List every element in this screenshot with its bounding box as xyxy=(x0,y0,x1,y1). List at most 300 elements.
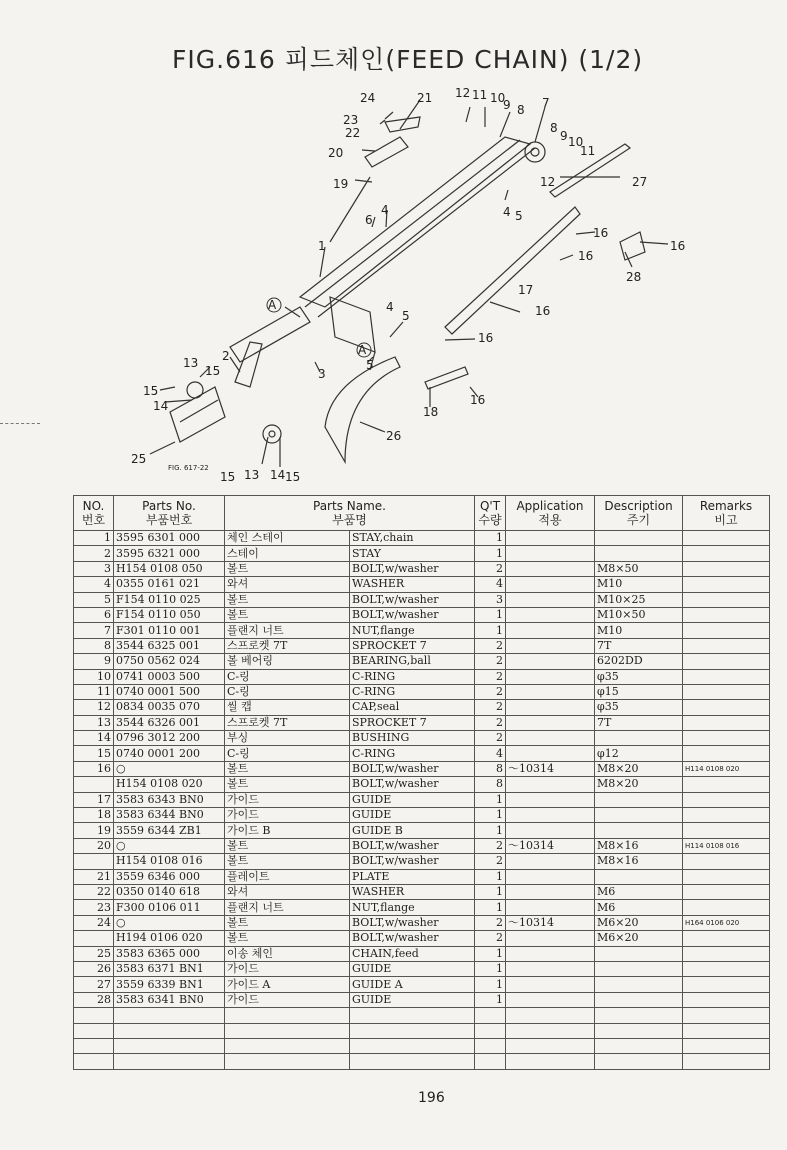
cell-kname xyxy=(225,1008,350,1023)
table-row xyxy=(74,946,770,961)
cell-code: H194 0106 020 xyxy=(114,931,225,946)
cell-rem xyxy=(683,777,770,792)
cell-kname: 스프로켓 7T xyxy=(225,638,350,653)
cell-rem xyxy=(683,884,770,899)
table-row xyxy=(74,731,770,746)
cell-kname: 볼트 xyxy=(225,561,350,576)
cell-qty: 1 xyxy=(475,623,506,638)
cell-ename: GUIDE A xyxy=(350,977,475,992)
cell-ename: CAP,seal xyxy=(350,700,475,715)
table-row xyxy=(74,638,770,653)
table-row xyxy=(74,854,770,869)
cell-no xyxy=(74,1008,114,1023)
cell-ename: C-RING xyxy=(350,684,475,699)
callout: 12 xyxy=(455,86,471,100)
cell-desc: φ15 xyxy=(595,684,683,699)
callout: 6 xyxy=(365,213,373,227)
cell-qty xyxy=(475,1023,506,1038)
table-row xyxy=(74,746,770,761)
table-row xyxy=(74,869,770,884)
cell-app xyxy=(506,1054,595,1069)
callout: 4 xyxy=(386,300,394,314)
callout: 8 xyxy=(550,121,558,135)
cell-qty: 2 xyxy=(475,561,506,576)
callout: 16 xyxy=(670,239,686,253)
table-row xyxy=(74,561,770,576)
cell-no xyxy=(74,931,114,946)
cell-desc: M6 xyxy=(595,900,683,915)
cell-qty: 1 xyxy=(475,900,506,915)
cell-no: 13 xyxy=(74,715,114,730)
cell-code: 0834 0035 070 xyxy=(114,700,225,715)
table-row xyxy=(74,777,770,792)
cell-no: 25 xyxy=(74,946,114,961)
cell-kname: 가이드 xyxy=(225,992,350,1007)
cell-desc xyxy=(595,1008,683,1023)
cell-app xyxy=(506,946,595,961)
cell-ename: STAY xyxy=(350,546,475,561)
table-row xyxy=(74,1008,770,1023)
table-row xyxy=(74,546,770,561)
cell-kname xyxy=(225,1054,350,1069)
cell-rem xyxy=(683,638,770,653)
cell-kname: 볼트 xyxy=(225,838,350,853)
table-row xyxy=(74,715,770,730)
table-row xyxy=(74,1038,770,1053)
cell-kname: 볼 베어링 xyxy=(225,654,350,669)
cell-code: 3583 6344 BN0 xyxy=(114,808,225,823)
cell-no: 3 xyxy=(74,561,114,576)
cell-desc: M6×20 xyxy=(595,915,683,930)
cell-desc xyxy=(595,1054,683,1069)
cell-rem xyxy=(683,854,770,869)
table-row xyxy=(74,931,770,946)
cell-ename: NUT,flange xyxy=(350,623,475,638)
callout: 5 xyxy=(402,309,410,323)
cell-ename: PLATE xyxy=(350,869,475,884)
table-row xyxy=(74,900,770,915)
cell-ename: SPROCKET 7 xyxy=(350,638,475,653)
cell-no: 8 xyxy=(74,638,114,653)
page-number: 196 xyxy=(418,1090,445,1106)
cell-ename xyxy=(350,1038,475,1053)
cell-code: F301 0110 001 xyxy=(114,623,225,638)
page-title: FIG.616 피드체인(FEED CHAIN) (1/2) xyxy=(172,45,644,74)
callout: 20 xyxy=(328,146,344,160)
cell-no: 10 xyxy=(74,669,114,684)
cell-app xyxy=(506,823,595,838)
cell-qty: 2 xyxy=(475,731,506,746)
cell-desc: M10×50 xyxy=(595,607,683,622)
cell-no xyxy=(74,1038,114,1053)
cell-qty: 2 xyxy=(475,684,506,699)
cell-ename: BOLT,w/washer xyxy=(350,777,475,792)
cell-app xyxy=(506,977,595,992)
cell-rem xyxy=(683,946,770,961)
callout-circle-a: A xyxy=(358,343,367,357)
cell-kname: C-링 xyxy=(225,746,350,761)
cell-no: 24 xyxy=(74,915,114,930)
callout: 22 xyxy=(345,126,361,140)
cell-ename xyxy=(350,1008,475,1023)
cell-qty: 2 xyxy=(475,931,506,946)
callout: 3 xyxy=(318,367,326,381)
cell-ename xyxy=(350,1023,475,1038)
cell-no: 2 xyxy=(74,546,114,561)
cell-qty: 2 xyxy=(475,854,506,869)
cell-no: 11 xyxy=(74,684,114,699)
cell-rem xyxy=(683,577,770,592)
cell-qty: 1 xyxy=(475,531,506,546)
cell-rem: H114 0108 020 xyxy=(683,761,770,776)
cell-code: F154 0110 050 xyxy=(114,607,225,622)
cell-no: 26 xyxy=(74,961,114,976)
callout-circle-a: A xyxy=(268,298,277,312)
cell-code: 3559 6344 ZB1 xyxy=(114,823,225,838)
cell-kname: 플랜지 너트 xyxy=(225,623,350,638)
cell-app xyxy=(506,1008,595,1023)
cell-desc: M10×25 xyxy=(595,592,683,607)
cell-app xyxy=(506,684,595,699)
cell-app xyxy=(506,992,595,1007)
cell-rem xyxy=(683,1008,770,1023)
cell-rem xyxy=(683,607,770,622)
cell-app xyxy=(506,931,595,946)
exploded-parts-diagram xyxy=(0,82,787,502)
callout: 16 xyxy=(478,331,494,345)
table-row xyxy=(74,823,770,838)
callout: 5 xyxy=(366,358,374,372)
cell-code: F300 0106 011 xyxy=(114,900,225,915)
cell-rem xyxy=(683,731,770,746)
cell-app xyxy=(506,561,595,576)
cell-code: 0740 0001 500 xyxy=(114,684,225,699)
callout: 9 xyxy=(560,129,568,143)
callout: 1 xyxy=(318,239,326,253)
cell-qty: 1 xyxy=(475,977,506,992)
cell-rem xyxy=(683,746,770,761)
cell-app: ～10314 xyxy=(506,761,595,776)
cell-ename: BOLT,w/washer xyxy=(350,561,475,576)
cell-no: 7 xyxy=(74,623,114,638)
cell-app xyxy=(506,546,595,561)
cell-no: 17 xyxy=(74,792,114,807)
cell-desc: 6202DD xyxy=(595,654,683,669)
cell-ename: BUSHING xyxy=(350,731,475,746)
cell-app xyxy=(506,792,595,807)
cell-kname: 가이드 A xyxy=(225,977,350,992)
cell-desc: M6×20 xyxy=(595,931,683,946)
cell-app xyxy=(506,808,595,823)
cell-qty: 2 xyxy=(475,669,506,684)
cell-kname xyxy=(225,1023,350,1038)
cell-code: 0796 3012 200 xyxy=(114,731,225,746)
cell-no: 22 xyxy=(74,884,114,899)
cell-kname: 스프로켓 7T xyxy=(225,715,350,730)
cell-code: 3559 6339 BN1 xyxy=(114,977,225,992)
cell-no: 16 xyxy=(74,761,114,776)
cell-rem xyxy=(683,592,770,607)
cell-qty: 4 xyxy=(475,746,506,761)
cell-app xyxy=(506,607,595,622)
table-row xyxy=(74,884,770,899)
cell-qty: 1 xyxy=(475,546,506,561)
cell-qty xyxy=(475,1038,506,1053)
callout: 10 xyxy=(568,135,584,149)
cell-code: 3583 6371 BN1 xyxy=(114,961,225,976)
cell-code: ○ xyxy=(114,915,225,930)
cell-qty: 2 xyxy=(475,654,506,669)
cell-app xyxy=(506,531,595,546)
cell-code: 3544 6325 001 xyxy=(114,638,225,653)
cell-rem xyxy=(683,654,770,669)
table-row xyxy=(74,592,770,607)
cell-desc xyxy=(595,961,683,976)
callout: 13 xyxy=(183,356,199,370)
cell-desc: φ12 xyxy=(595,746,683,761)
table-row xyxy=(74,654,770,669)
cell-desc xyxy=(595,977,683,992)
cell-ename: NUT,flange xyxy=(350,900,475,915)
cell-desc xyxy=(595,731,683,746)
cell-desc xyxy=(595,823,683,838)
cell-app xyxy=(506,654,595,669)
callout-ref: FIG. 617-22 xyxy=(168,464,209,472)
cell-no: 18 xyxy=(74,808,114,823)
cell-code: 0740 0001 200 xyxy=(114,746,225,761)
cell-code: H154 0108 016 xyxy=(114,854,225,869)
cell-qty: 1 xyxy=(475,869,506,884)
cell-desc xyxy=(595,869,683,884)
cell-code: 3559 6346 000 xyxy=(114,869,225,884)
table-row xyxy=(74,838,770,853)
cell-code: ○ xyxy=(114,761,225,776)
cell-app xyxy=(506,577,595,592)
cell-ename: BEARING,ball xyxy=(350,654,475,669)
cell-desc: φ35 xyxy=(595,700,683,715)
callout: 9 xyxy=(503,98,511,112)
cell-qty: 1 xyxy=(475,946,506,961)
cell-code: 0350 0140 618 xyxy=(114,884,225,899)
cell-qty: 1 xyxy=(475,607,506,622)
table-row xyxy=(74,531,770,546)
header-no: NO. 번호 xyxy=(74,496,114,531)
cell-rem: H164 0106 020 xyxy=(683,915,770,930)
cell-qty: 2 xyxy=(475,638,506,653)
cell-code xyxy=(114,1054,225,1069)
cell-desc xyxy=(595,531,683,546)
cell-kname: 볼트 xyxy=(225,592,350,607)
cell-rem xyxy=(683,792,770,807)
callout: 27 xyxy=(632,175,648,189)
cell-no: 6 xyxy=(74,607,114,622)
cell-desc: 7T xyxy=(595,638,683,653)
cell-rem xyxy=(683,808,770,823)
table-row xyxy=(74,1054,770,1069)
cell-code: 3583 6365 000 xyxy=(114,946,225,961)
cell-ename: BOLT,w/washer xyxy=(350,931,475,946)
cell-ename: GUIDE xyxy=(350,792,475,807)
cell-desc: φ35 xyxy=(595,669,683,684)
cell-desc xyxy=(595,546,683,561)
cell-desc xyxy=(595,792,683,807)
cell-no: 19 xyxy=(74,823,114,838)
cell-app xyxy=(506,731,595,746)
cell-no: 15 xyxy=(74,746,114,761)
cell-kname: C-링 xyxy=(225,669,350,684)
parts-table xyxy=(73,495,770,1070)
cell-desc: M10 xyxy=(595,577,683,592)
table-row xyxy=(74,792,770,807)
cell-code: 3595 6301 000 xyxy=(114,531,225,546)
cell-app xyxy=(506,715,595,730)
cell-rem xyxy=(683,700,770,715)
cell-kname: 이송 체인 xyxy=(225,946,350,961)
cell-qty: 8 xyxy=(475,777,506,792)
cell-rem xyxy=(683,715,770,730)
cell-ename: GUIDE xyxy=(350,961,475,976)
cell-rem xyxy=(683,1038,770,1053)
table-row xyxy=(74,915,770,930)
table-row xyxy=(74,669,770,684)
cell-rem xyxy=(683,561,770,576)
cell-qty: 2 xyxy=(475,700,506,715)
cell-ename: BOLT,w/washer xyxy=(350,838,475,853)
callout: 15 xyxy=(205,364,221,378)
cell-kname: 볼트 xyxy=(225,777,350,792)
cell-code: 0750 0562 024 xyxy=(114,654,225,669)
cell-kname: 스테이 xyxy=(225,546,350,561)
callout: 17 xyxy=(518,283,534,297)
cell-kname: 플레이트 xyxy=(225,869,350,884)
callout: 16 xyxy=(578,249,594,263)
callout: 28 xyxy=(626,270,642,284)
callout: 13 xyxy=(244,468,260,482)
cell-code: 0355 0161 021 xyxy=(114,577,225,592)
cell-no: 12 xyxy=(74,700,114,715)
cell-kname: 볼트 xyxy=(225,915,350,930)
cell-app xyxy=(506,869,595,884)
cell-app xyxy=(506,961,595,976)
cell-desc: M8×20 xyxy=(595,761,683,776)
cell-app: ～10314 xyxy=(506,838,595,853)
callout: 19 xyxy=(333,177,349,191)
cell-desc: M10 xyxy=(595,623,683,638)
cell-ename: BOLT,w/washer xyxy=(350,854,475,869)
table-row xyxy=(74,684,770,699)
cell-app xyxy=(506,854,595,869)
cell-no xyxy=(74,1054,114,1069)
cell-no: 28 xyxy=(74,992,114,1007)
cell-code: H154 0108 020 xyxy=(114,777,225,792)
cell-desc xyxy=(595,808,683,823)
cell-no: 20 xyxy=(74,838,114,853)
table-row xyxy=(74,607,770,622)
cell-kname: 볼트 xyxy=(225,854,350,869)
cell-rem xyxy=(683,900,770,915)
cell-desc: M8×16 xyxy=(595,854,683,869)
header-parts-no: Parts No. 부품번호 xyxy=(114,496,225,531)
cell-no: 1 xyxy=(74,531,114,546)
cell-app xyxy=(506,884,595,899)
cell-code: F154 0110 025 xyxy=(114,592,225,607)
cell-no: 9 xyxy=(74,654,114,669)
cell-app xyxy=(506,746,595,761)
callout: 8 xyxy=(517,103,525,117)
cell-qty: 2 xyxy=(475,915,506,930)
cell-code: 3583 6341 BN0 xyxy=(114,992,225,1007)
cell-code xyxy=(114,1038,225,1053)
callout: 7 xyxy=(542,96,550,110)
cell-desc: 7T xyxy=(595,715,683,730)
cell-kname: 플랜지 너트 xyxy=(225,900,350,915)
cell-app xyxy=(506,623,595,638)
cell-desc xyxy=(595,1038,683,1053)
cell-desc: M8×20 xyxy=(595,777,683,792)
cell-ename: C-RING xyxy=(350,746,475,761)
cell-code: 3595 6321 000 xyxy=(114,546,225,561)
callout: 14 xyxy=(153,399,169,413)
cell-app xyxy=(506,592,595,607)
cell-code xyxy=(114,1023,225,1038)
cell-app xyxy=(506,777,595,792)
cell-ename: BOLT,w/washer xyxy=(350,607,475,622)
cell-rem xyxy=(683,931,770,946)
cell-kname: C-링 xyxy=(225,684,350,699)
cell-desc xyxy=(595,992,683,1007)
callout: 14 xyxy=(270,468,286,482)
header-application: Application 적용 xyxy=(506,496,595,531)
cell-rem xyxy=(683,961,770,976)
table-row xyxy=(74,761,770,776)
cell-qty: 1 xyxy=(475,961,506,976)
table-row xyxy=(74,977,770,992)
callout: 16 xyxy=(470,393,486,407)
cell-code: 3583 6343 BN0 xyxy=(114,792,225,807)
cell-no xyxy=(74,854,114,869)
cell-kname: 가이드 xyxy=(225,961,350,976)
cell-desc: M8×16 xyxy=(595,838,683,853)
cell-kname xyxy=(225,1038,350,1053)
callout: 16 xyxy=(593,226,609,240)
callout: 10 xyxy=(490,91,506,105)
cell-no: 21 xyxy=(74,869,114,884)
cell-kname: 와셔 xyxy=(225,577,350,592)
cell-kname: 부싱 xyxy=(225,731,350,746)
cell-ename xyxy=(350,1054,475,1069)
callout: 15 xyxy=(143,384,159,398)
cell-rem xyxy=(683,623,770,638)
cell-qty: 1 xyxy=(475,992,506,1007)
cell-rem: H114 0108 016 xyxy=(683,838,770,853)
cell-kname: 볼트 xyxy=(225,607,350,622)
cell-no: 4 xyxy=(74,577,114,592)
cell-code: H154 0108 050 xyxy=(114,561,225,576)
cell-qty: 8 xyxy=(475,761,506,776)
cell-ename: C-RING xyxy=(350,669,475,684)
table-row xyxy=(74,808,770,823)
cell-no xyxy=(74,777,114,792)
cell-ename: CHAIN,feed xyxy=(350,946,475,961)
cell-app xyxy=(506,700,595,715)
cell-ename: WASHER xyxy=(350,577,475,592)
cell-qty: 1 xyxy=(475,823,506,838)
table-row xyxy=(74,577,770,592)
cell-rem xyxy=(683,546,770,561)
cell-kname: 와셔 xyxy=(225,884,350,899)
cell-code: 3544 6326 001 xyxy=(114,715,225,730)
callout: 2 xyxy=(222,349,230,363)
